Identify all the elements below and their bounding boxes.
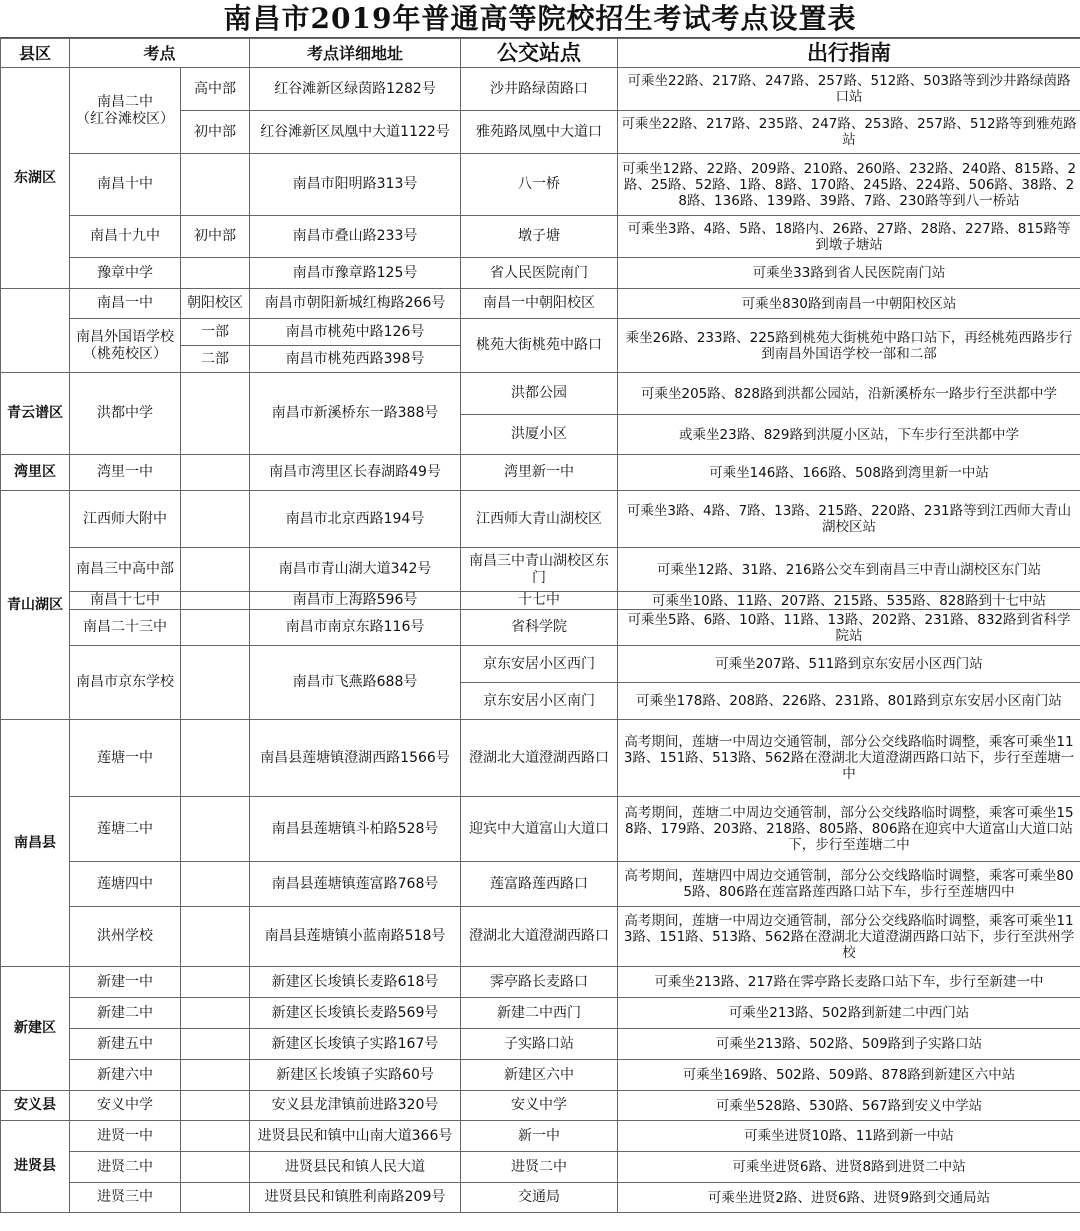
stop-cell: 新建二中西门 bbox=[461, 998, 618, 1029]
table-row bbox=[1, 1091, 1080, 1121]
sub-cell bbox=[181, 720, 250, 797]
stop-cell: 京东安居小区西门 bbox=[461, 646, 618, 683]
site-cell: 南昌一中 bbox=[70, 289, 181, 319]
guide-cell: 可乘坐830路到南昌一中朝阳校区站 bbox=[618, 289, 1080, 319]
stop-cell: 迎宾中大道富山大道口 bbox=[461, 797, 618, 862]
site-cell: 新建五中 bbox=[70, 1029, 181, 1060]
sub-cell bbox=[181, 797, 250, 862]
sub-cell bbox=[181, 592, 250, 610]
header-district: 县区 bbox=[1, 39, 70, 68]
header-stop: 公交站点 bbox=[461, 39, 618, 68]
stop-cell: 安义中学 bbox=[461, 1091, 618, 1121]
address-cell: 南昌市北京西路194号 bbox=[250, 491, 461, 548]
table-row bbox=[1, 289, 1080, 319]
table-row bbox=[1, 592, 1080, 610]
address-cell: 南昌市桃苑中路126号 bbox=[250, 319, 461, 346]
guide-cell: 或乘坐23路、829路到洪厦小区站，下车步行至洪都中学 bbox=[618, 415, 1080, 455]
site-cell: 南昌二十三中 bbox=[70, 610, 181, 646]
guide-cell: 高考期间，莲塘二中周边交通管制，部分公交线路临时调整，乘客可乘坐158路、179路、203路、218路、805路、806路在迎宾中大道富山大道口站下，步行至莲塘二中 bbox=[618, 797, 1080, 862]
stop-cell: 桃苑大街桃苑中路口 bbox=[461, 319, 618, 373]
site-cell: 南昌十七中 bbox=[70, 592, 181, 610]
address-cell: 南昌县莲塘镇澄湖西路1566号 bbox=[250, 720, 461, 797]
table-row bbox=[1, 455, 1080, 491]
address-cell: 南昌县莲塘镇斗柏路528号 bbox=[250, 797, 461, 862]
stop-cell: 洪都公园 bbox=[461, 373, 618, 415]
guide-cell: 可乘坐进贤10路、11路到新一中站 bbox=[618, 1121, 1080, 1152]
guide-cell: 可乘坐213路、502路、509路到子实路口站 bbox=[618, 1029, 1080, 1060]
site-cell: 南昌十九中 bbox=[70, 216, 181, 258]
guide-cell: 可乘坐205路、828路到洪都公园站，沿新溪桥东一路步行至洪都中学 bbox=[618, 373, 1080, 415]
address-cell: 南昌市上海路596号 bbox=[250, 592, 461, 610]
guide-cell: 可乘坐22路、217路、247路、257路、512路、503路等到沙井路绿茵路口站 bbox=[618, 68, 1080, 111]
site-cell: 莲塘四中 bbox=[70, 862, 181, 907]
table-row bbox=[1, 491, 1080, 548]
site-cell: 湾里一中 bbox=[70, 455, 181, 491]
address-cell: 南昌市叠山路233号 bbox=[250, 216, 461, 258]
guide-cell: 可乘坐169路、502路、509路、878路到新建区六中站 bbox=[618, 1060, 1080, 1091]
district-cell: 青山湖区 bbox=[1, 491, 70, 720]
guide-cell: 可乘坐3路、4路、5路、18路内、26路、27路、28路、227路、815路等到墩子塘站 bbox=[618, 216, 1080, 258]
sub-cell bbox=[181, 998, 250, 1029]
table-row bbox=[1, 1060, 1080, 1091]
table-row bbox=[1, 373, 1080, 415]
site-cell: 莲塘一中 bbox=[70, 720, 181, 797]
table-row bbox=[1, 998, 1080, 1029]
address-cell: 南昌市新溪桥东一路388号 bbox=[250, 373, 461, 455]
address-cell: 南昌市湾里区长春湖路49号 bbox=[250, 455, 461, 491]
stop-cell: 江西师大青山湖校区 bbox=[461, 491, 618, 548]
site-cell: 南昌二中 （红谷滩校区） bbox=[70, 68, 181, 154]
stop-cell: 新建区六中 bbox=[461, 1060, 618, 1091]
table-row bbox=[1, 646, 1080, 683]
address-cell: 进贤县民和镇人民大道 bbox=[250, 1152, 461, 1183]
site-cell: 洪都中学 bbox=[70, 373, 181, 455]
site-cell: 南昌外国语学校 （桃苑校区） bbox=[70, 319, 181, 373]
sub-cell: 一部 bbox=[181, 319, 250, 346]
address-cell: 南昌市南京东路116号 bbox=[250, 610, 461, 646]
address-cell: 南昌市飞燕路688号 bbox=[250, 646, 461, 720]
guide-cell: 可乘坐213路、217路在霁亭路长麦路口站下车，步行至新建一中 bbox=[618, 967, 1080, 998]
stop-cell: 省科学院 bbox=[461, 610, 618, 646]
sub-cell bbox=[181, 1121, 250, 1152]
site-cell: 进贤一中 bbox=[70, 1121, 181, 1152]
stop-cell: 莲富路莲西路口 bbox=[461, 862, 618, 907]
guide-cell: 可乘坐5路、6路、10路、11路、13路、202路、231路、832路到省科学院站 bbox=[618, 610, 1080, 646]
table-row bbox=[1, 68, 1080, 111]
table-row bbox=[1, 1152, 1080, 1183]
table-row bbox=[1, 720, 1080, 797]
site-cell: 新建一中 bbox=[70, 967, 181, 998]
table-row bbox=[1, 907, 1080, 967]
address-cell: 红谷滩新区绿茵路1282号 bbox=[250, 68, 461, 111]
sub-cell bbox=[181, 1091, 250, 1121]
district-cell: 安义县 bbox=[1, 1091, 70, 1121]
sub-cell: 初中部 bbox=[181, 111, 250, 154]
address-cell: 南昌市豫章路125号 bbox=[250, 258, 461, 289]
guide-cell: 高考期间，莲塘一中周边交通管制，部分公交线路临时调整，乘客可乘坐113路、151路、513路、562路在澄湖北大道澄湖西路口站下，步行至洪州学校 bbox=[618, 907, 1080, 967]
address-cell: 南昌市阳明路313号 bbox=[250, 154, 461, 216]
site-cell: 进贤三中 bbox=[70, 1183, 181, 1213]
table-row bbox=[1, 797, 1080, 862]
stop-cell: 澄湖北大道澄湖西路口 bbox=[461, 907, 618, 967]
address-cell: 进贤县民和镇中山南大道366号 bbox=[250, 1121, 461, 1152]
sub-cell bbox=[181, 907, 250, 967]
district-cell bbox=[1, 289, 70, 373]
table-row bbox=[1, 1121, 1080, 1152]
guide-cell: 乘坐26路、233路、225路到桃苑大街桃苑中路口站下，再经桃苑西路步行到南昌外国语学校一部和二部 bbox=[618, 319, 1080, 373]
site-cell: 洪州学校 bbox=[70, 907, 181, 967]
sub-cell: 高中部 bbox=[181, 68, 250, 111]
header-guide: 出行指南 bbox=[618, 39, 1080, 68]
table-row bbox=[1, 319, 1080, 346]
header-row bbox=[1, 39, 1080, 68]
sub-cell: 初中部 bbox=[181, 216, 250, 258]
address-cell: 安义县龙津镇前进路320号 bbox=[250, 1091, 461, 1121]
stop-cell: 洪厦小区 bbox=[461, 415, 618, 455]
table-row bbox=[1, 1183, 1080, 1213]
sub-cell bbox=[181, 1152, 250, 1183]
stop-cell: 霁亭路长麦路口 bbox=[461, 967, 618, 998]
district-cell: 湾里区 bbox=[1, 455, 70, 491]
sub-cell bbox=[181, 455, 250, 491]
exam-site-table bbox=[0, 38, 1080, 1213]
table-row bbox=[1, 548, 1080, 592]
guide-cell: 可乘坐178路、208路、226路、231路、801路到京东安居小区南门站 bbox=[618, 683, 1080, 720]
page-title: 南昌市2019年普通高等院校招生考试考点设置表 bbox=[0, 0, 1080, 38]
guide-cell: 可乘坐12路、31路、216路公交车到南昌三中青山湖校区东门站 bbox=[618, 548, 1080, 592]
district-cell: 南昌县 bbox=[1, 720, 70, 967]
site-cell: 南昌市京东学校 bbox=[70, 646, 181, 720]
sub-cell bbox=[181, 258, 250, 289]
stop-cell: 墩子塘 bbox=[461, 216, 618, 258]
address-cell: 南昌市青山湖大道342号 bbox=[250, 548, 461, 592]
stop-cell: 新一中 bbox=[461, 1121, 618, 1152]
guide-cell: 可乘坐207路、511路到京东安居小区西门站 bbox=[618, 646, 1080, 683]
guide-cell: 可乘坐进贤2路、进贤6路、进贤9路到交通局站 bbox=[618, 1183, 1080, 1213]
address-cell: 新建区长埈镇子实路60号 bbox=[250, 1060, 461, 1091]
sub-cell bbox=[181, 610, 250, 646]
stop-cell: 八一桥 bbox=[461, 154, 618, 216]
sub-cell bbox=[181, 491, 250, 548]
address-cell: 红谷滩新区凤凰中大道1122号 bbox=[250, 111, 461, 154]
address-cell: 南昌市朝阳新城红梅路266号 bbox=[250, 289, 461, 319]
address-cell: 新建区长埈镇长麦路569号 bbox=[250, 998, 461, 1029]
guide-cell: 可乘坐528路、530路、567路到安义中学站 bbox=[618, 1091, 1080, 1121]
table-row bbox=[1, 154, 1080, 216]
address-cell: 进贤县民和镇胜利南路209号 bbox=[250, 1183, 461, 1213]
address-cell: 新建区长埈镇长麦路618号 bbox=[250, 967, 461, 998]
sub-cell: 二部 bbox=[181, 346, 250, 373]
stop-cell: 南昌一中朝阳校区 bbox=[461, 289, 618, 319]
stop-cell: 澄湖北大道澄湖西路口 bbox=[461, 720, 618, 797]
sub-cell bbox=[181, 967, 250, 998]
site-cell: 新建二中 bbox=[70, 998, 181, 1029]
sub-cell bbox=[181, 646, 250, 720]
site-cell: 南昌十中 bbox=[70, 154, 181, 216]
sub-cell bbox=[181, 1029, 250, 1060]
site-cell: 新建六中 bbox=[70, 1060, 181, 1091]
site-cell: 进贤二中 bbox=[70, 1152, 181, 1183]
sub-cell bbox=[181, 1060, 250, 1091]
stop-cell: 南昌三中青山湖校区东门 bbox=[461, 548, 618, 592]
district-cell: 进贤县 bbox=[1, 1121, 70, 1213]
table-row bbox=[1, 967, 1080, 998]
stop-cell: 京东安居小区南门 bbox=[461, 683, 618, 720]
district-cell: 青云谱区 bbox=[1, 373, 70, 455]
site-cell: 安义中学 bbox=[70, 1091, 181, 1121]
address-cell: 新建区长埈镇子实路167号 bbox=[250, 1029, 461, 1060]
sub-cell bbox=[181, 548, 250, 592]
stop-cell: 交通局 bbox=[461, 1183, 618, 1213]
guide-cell: 可乘坐进贤6路、进贤8路到进贤二中站 bbox=[618, 1152, 1080, 1183]
sub-cell bbox=[181, 1183, 250, 1213]
stop-cell: 雅苑路凤凰中大道口 bbox=[461, 111, 618, 154]
stop-cell: 省人民医院南门 bbox=[461, 258, 618, 289]
guide-cell: 可乘坐12路、22路、209路、210路、260路、232路、240路、815路、2路、25路、52路、1路、8路、170路、245路、224路、506路、38路、28路、136路、139路、39路、7路、230路等到八一桥站 bbox=[618, 154, 1080, 216]
sub-cell bbox=[181, 373, 250, 455]
guide-cell: 可乘坐33路到省人民医院南门站 bbox=[618, 258, 1080, 289]
sub-cell bbox=[181, 154, 250, 216]
sub-cell: 朝阳校区 bbox=[181, 289, 250, 319]
stop-cell: 沙井路绿茵路口 bbox=[461, 68, 618, 111]
sub-cell bbox=[181, 862, 250, 907]
site-cell: 豫章中学 bbox=[70, 258, 181, 289]
address-cell: 南昌市桃苑西路398号 bbox=[250, 346, 461, 373]
guide-cell: 高考期间，莲塘四中周边交通管制，部分公交线路临时调整，乘客可乘坐805路、806路在莲富路莲西路口站下车，步行至莲塘四中 bbox=[618, 862, 1080, 907]
table-row bbox=[1, 258, 1080, 289]
table-row bbox=[1, 610, 1080, 646]
district-cell: 新建区 bbox=[1, 967, 70, 1091]
stop-cell: 进贤二中 bbox=[461, 1152, 618, 1183]
site-cell: 江西师大附中 bbox=[70, 491, 181, 548]
stop-cell: 十七中 bbox=[461, 592, 618, 610]
address-cell: 南昌县莲塘镇小蓝南路518号 bbox=[250, 907, 461, 967]
stop-cell: 子实路口站 bbox=[461, 1029, 618, 1060]
guide-cell: 可乘坐213路、502路到新建二中西门站 bbox=[618, 998, 1080, 1029]
district-cell: 东湖区 bbox=[1, 68, 70, 289]
table-row bbox=[1, 216, 1080, 258]
table-row bbox=[1, 862, 1080, 907]
guide-cell: 高考期间，莲塘一中周边交通管制，部分公交线路临时调整，乘客可乘坐113路、151路、513路、562路在澄湖北大道澄湖西路口站下，步行至莲塘一中 bbox=[618, 720, 1080, 797]
guide-cell: 可乘坐3路、4路、7路、13路、215路、220路、231路等到江西师大青山湖校区站 bbox=[618, 491, 1080, 548]
site-cell: 南昌三中高中部 bbox=[70, 548, 181, 592]
guide-cell: 可乘坐10路、11路、207路、215路、535路、828路到十七中站 bbox=[618, 592, 1080, 610]
address-cell: 南昌县莲塘镇莲富路768号 bbox=[250, 862, 461, 907]
guide-cell: 可乘坐146路、166路、508路到湾里新一中站 bbox=[618, 455, 1080, 491]
site-cell: 莲塘二中 bbox=[70, 797, 181, 862]
header-site: 考点 bbox=[70, 39, 250, 68]
header-address: 考点详细地址 bbox=[250, 39, 461, 68]
guide-cell: 可乘坐22路、217路、235路、247路、253路、257路、512路等到雅苑路站 bbox=[618, 111, 1080, 154]
table-row bbox=[1, 1029, 1080, 1060]
stop-cell: 湾里新一中 bbox=[461, 455, 618, 491]
